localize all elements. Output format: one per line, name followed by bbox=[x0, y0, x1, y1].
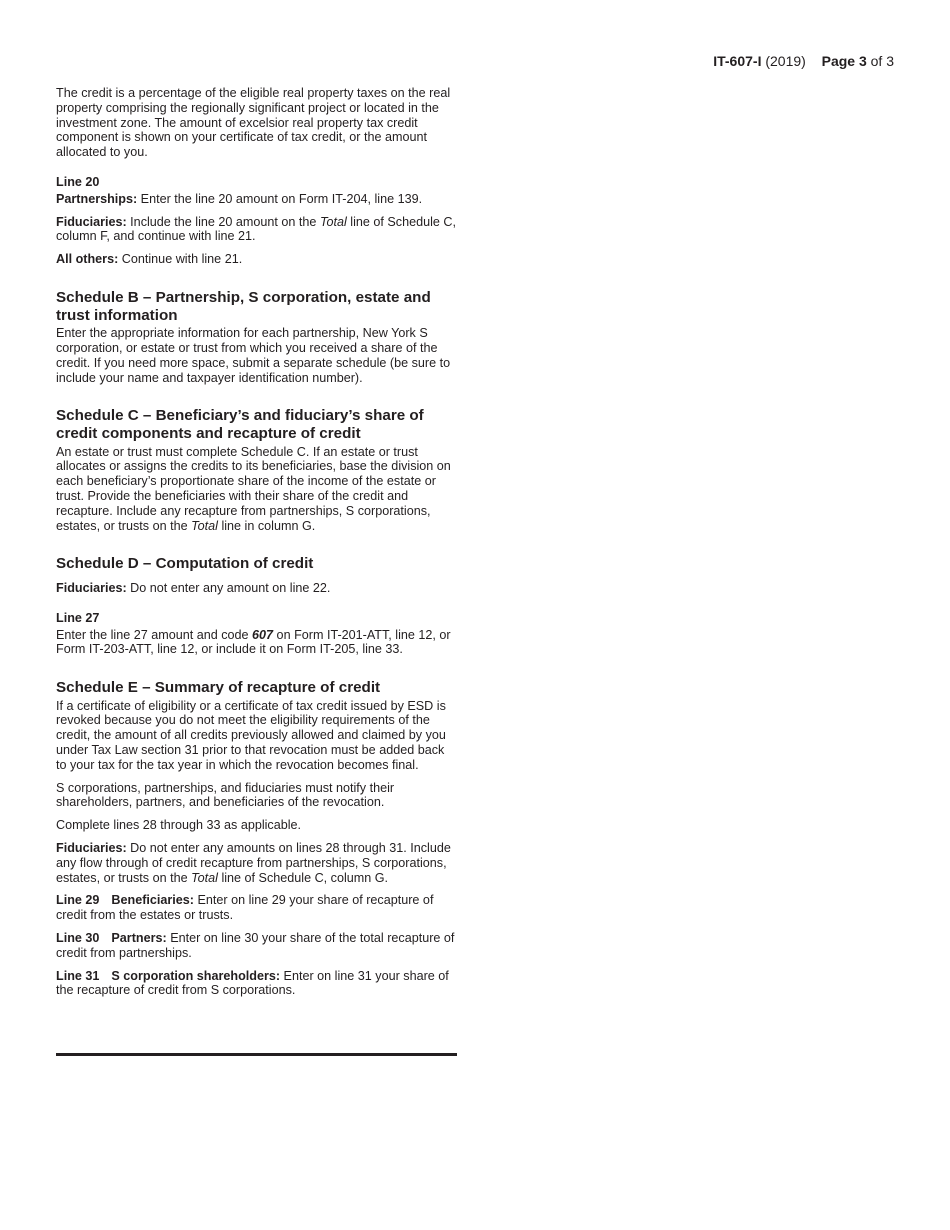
line27-text-start: Enter the line 27 amount and code bbox=[56, 627, 253, 642]
schedule-c-text-end: line in column G. bbox=[217, 518, 316, 533]
line30-label: Line 30 bbox=[56, 931, 100, 946]
schedule-d-section bbox=[56, 555, 458, 657]
form-year: (2019) bbox=[765, 53, 806, 69]
all-others-text: Continue with line 21. bbox=[118, 252, 243, 267]
all-others-label: All others: bbox=[56, 252, 119, 267]
schedule-e-fiduciaries bbox=[56, 841, 458, 885]
beneficiaries-label: Beneficiaries: bbox=[111, 893, 195, 908]
schedule-c-text bbox=[56, 445, 458, 534]
line29-paragraph bbox=[56, 893, 458, 923]
page-header bbox=[713, 53, 894, 69]
end-rule bbox=[56, 1053, 457, 1056]
line31-paragraph bbox=[56, 969, 458, 999]
page-label: Page 3 bbox=[821, 53, 867, 69]
line30-paragraph bbox=[56, 931, 458, 961]
instructions-column bbox=[56, 86, 458, 1006]
schedule-e-para2: S corporations, partnerships, and fiduciaries must notify their shareholders, partners, and beneficiaries of the revocation. bbox=[56, 780, 395, 810]
line30-text: Enter on line 30 your share of the total recapture of credit from partnerships. bbox=[56, 931, 455, 960]
schedule-c-heading: Schedule C – Beneficiary’s and fiduciary’s share of credit components and recapture of credit bbox=[56, 407, 424, 442]
line29-text: Enter on line 29 your share of recapture of credit from the estates or trusts. bbox=[56, 893, 434, 923]
schedule-e-para1: If a certificate of eligibility or a certificate of tax credit issued by ESD is revoked because you do not meet the eligibility requirements of the credit, the amount of all credits previously allowed and claimed by you under Tax Law section 31 prior to that revocation must be added back to your tax for the tax year in which the revocation becomes final. bbox=[56, 698, 446, 772]
fiduciaries-label: Fiduciaries: bbox=[56, 841, 127, 856]
fiduciaries-text: Do not enter any amount on line 22. bbox=[126, 580, 331, 595]
line20-all-others bbox=[56, 252, 458, 267]
line29-label: Line 29 bbox=[56, 893, 100, 908]
credit-code: 607 bbox=[252, 627, 274, 642]
fiduciaries-label: Fiduciaries: bbox=[56, 214, 127, 229]
line31-label: Line 31 bbox=[56, 968, 100, 983]
partnerships-text: Enter the line 20 amount on Form IT-204, line 139. bbox=[137, 191, 423, 206]
page-total: of 3 bbox=[870, 53, 894, 69]
line27-text-end: on Form IT-201-ATT, line 12, or Form IT-203-ATT, line 12, or include it on Form IT-205, line 33. bbox=[56, 627, 451, 657]
s-corp-shareholders-label: S corporation shareholders: bbox=[111, 968, 281, 983]
schedule-b-text: Enter the appropriate information for each partnership, New York S corporation, or estate or trust from which you received a share of the credit. If you need more space, submit a separate schedule (be sure to include your name and taxpayer identification number). bbox=[56, 326, 451, 385]
line31-text: Enter on line 31 your share of the recapture of credit from S corporations. bbox=[56, 968, 449, 998]
fiduciaries-text: Do not enter any amounts on lines 28 through 31. Include any flow through of credit recapture from partnerships, S corporations, estates, or trusts on the bbox=[56, 841, 451, 885]
total-italic: Total bbox=[191, 518, 218, 533]
fiduciaries-text-end: line of Schedule C, column F, and continue with line 21. bbox=[56, 214, 456, 244]
schedule-b-section bbox=[56, 289, 458, 385]
schedule-e-heading: Schedule E – Summary of recapture of credit bbox=[56, 679, 381, 697]
schedule-d-heading: Schedule D – Computation of credit bbox=[56, 555, 314, 573]
form-id: IT-607-I bbox=[713, 53, 762, 69]
fiduciaries-label: Fiduciaries: bbox=[56, 580, 127, 595]
schedule-e-para3: Complete lines 28 through 33 as applicable. bbox=[56, 818, 302, 833]
schedule-d-fiduciaries bbox=[56, 581, 458, 596]
schedule-b-heading: Schedule B – Partnership, S corporation, estate and trust information bbox=[56, 288, 431, 324]
schedule-e-section bbox=[56, 679, 458, 998]
line20-heading: Line 20 bbox=[56, 174, 100, 189]
fiduciaries-text: Include the line 20 amount on the bbox=[126, 214, 320, 229]
schedule-c-section bbox=[56, 407, 458, 533]
line27-text bbox=[56, 628, 458, 658]
line20-fiduciaries bbox=[56, 215, 458, 245]
line27-heading: Line 27 bbox=[56, 610, 100, 625]
partnerships-label: Partnerships: bbox=[56, 191, 138, 206]
partners-label: Partners: bbox=[111, 931, 167, 946]
total-italic: Total bbox=[191, 870, 218, 885]
fiduciaries-text-end: line of Schedule C, column G. bbox=[217, 870, 389, 885]
schedule-c-text-start: An estate or trust must complete Schedule C. If an estate or trust allocates or assigns the credits to its beneficiaries, base the division on each beneficiary’s proportionate share of the income of the estate or trust. Provide the beneficiaries with their share of the credit and recapture. Include any recapture from partnerships, S corporations, estates, or trusts on the bbox=[56, 444, 451, 533]
intro-paragraph: The credit is a percentage of the eligible real property taxes on the real property comprising the regionally significant project or located in the investment zone. The amount of excelsior real property tax credit component is shown on your certificate of tax credit, or the amount allocated to you. bbox=[56, 86, 451, 160]
total-italic: Total bbox=[319, 214, 347, 229]
line20-partnerships bbox=[56, 192, 458, 207]
